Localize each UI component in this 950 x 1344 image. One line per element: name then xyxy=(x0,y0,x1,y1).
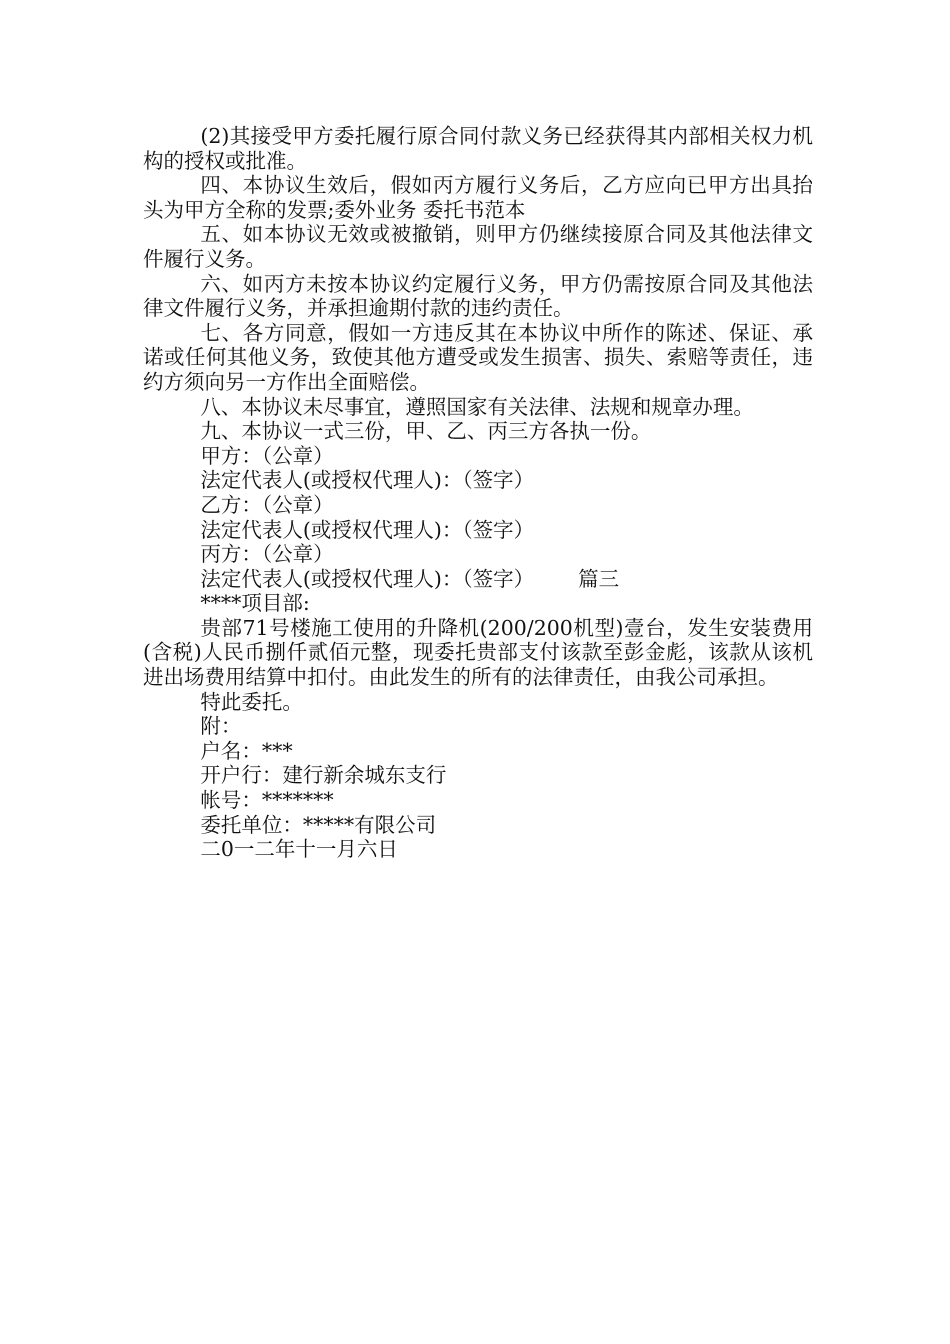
party-a-seal: 甲方：（公章） xyxy=(200,443,334,468)
party-c-representative-line xyxy=(143,567,813,592)
account-name: 户名：*** xyxy=(200,738,293,763)
party-b-representative: 法定代表人(或授权代理人)：（签字） xyxy=(200,517,535,542)
closing-statement: 特此委托。 xyxy=(200,689,303,714)
clause-4-invoice: 四、本协议生效后，假如丙方履行义务后，乙方应向已甲方出具抬头为甲方全称的发票;委外业务 委托书范本 xyxy=(143,173,813,222)
recipient-line: ****项目部: xyxy=(200,591,310,616)
party-c-seal: 丙方：（公章） xyxy=(200,542,334,567)
clause-9-copies: 九、本协议一式三份，甲、乙、丙三方各执一份。 xyxy=(200,419,652,444)
document-body xyxy=(143,124,813,862)
account-bank: 开户行：建行新余城东支行 xyxy=(200,763,447,788)
clause-6-breach: 六、如丙方未按本协议约定履行义务，甲方仍需按原合同及其他法律文件履行义务，并承担逾期付款的违约责任。 xyxy=(143,271,813,321)
party-b-seal: 乙方：（公章） xyxy=(200,492,334,517)
attachment-label: 附： xyxy=(200,714,242,739)
clause-5-invalid: 五、如本协议无效或被撤销，则甲方仍继续接原合同及其他法律文件履行义务。 xyxy=(143,222,813,271)
clause-7-compensation: 七、各方同意，假如一方违反其在本协议中所作的陈述、保证、承诺或任何其他义务，致使其他方遭受或发生损害、损失、索赔等责任，违约方须向另一方作出全面赔偿。 xyxy=(143,320,813,394)
entrustment-body: 贵部71号楼施工使用的升降机(200/200机型)壹台，发生安装费用(含税)人民币捌仟贰佰元整，现委托贵部支付该款至彭金彪，该款从该机进出场费用结算中扣付。由此发生的所有的法律责任，由我公司承担。 xyxy=(143,615,813,690)
clause-2-authorization: (2)其接受甲方委托履行原合同付款义务已经获得其内部相关权力机构的授权或批准。 xyxy=(143,124,813,173)
account-number: 帐号：******* xyxy=(200,788,334,813)
document-date: 二0一二年十一月六日 xyxy=(200,837,398,862)
entrusting-company: 委托单位：*****有限公司 xyxy=(200,812,437,837)
party-a-representative: 法定代表人(或授权代理人)：（签字） xyxy=(200,468,535,493)
section-label: 篇三 xyxy=(578,566,620,591)
party-c-representative: 法定代表人(或授权代理人)：（签字） xyxy=(200,566,535,591)
clause-8-matters: 八、本协议未尽事宜，遵照国家有关法律、法规和规章办理。 xyxy=(200,394,754,419)
